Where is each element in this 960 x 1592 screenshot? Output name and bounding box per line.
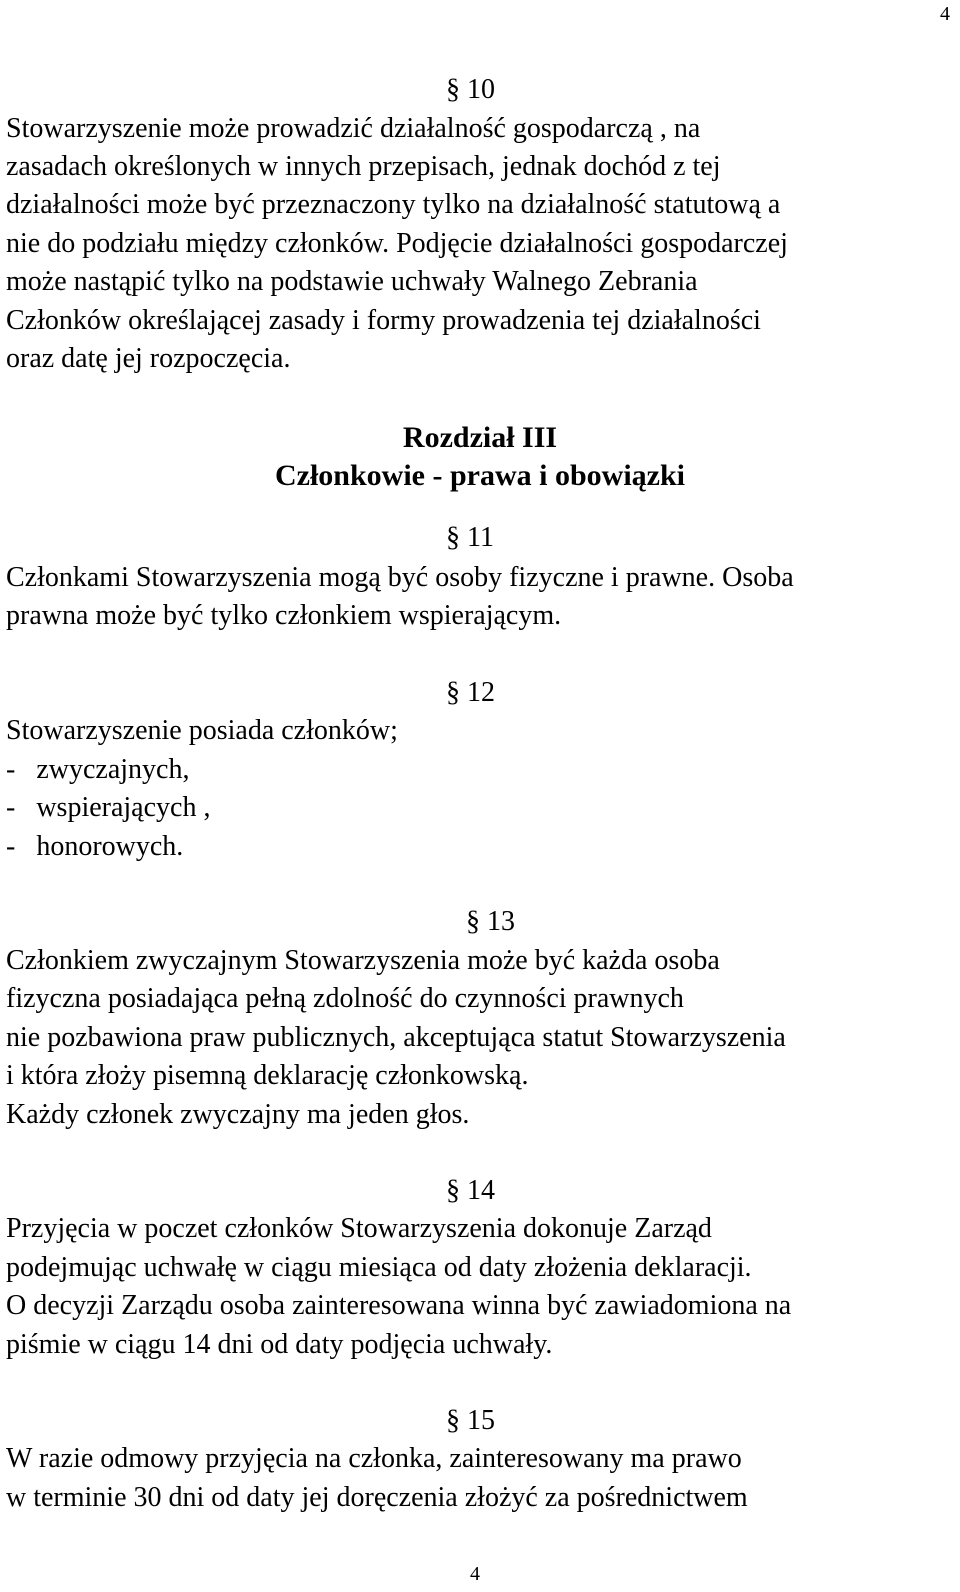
paragraph-line: Każdy członek zwyczajny ma jeden głos. — [6, 1099, 470, 1130]
paragraph-line: w terminie 30 dni od daty jej doręczenia złożyć za pośrednictwem — [6, 1482, 748, 1513]
section-mark: § 12 — [446, 677, 495, 708]
page-number-header: 4 — [940, 3, 950, 25]
paragraph-line: oraz datę jej rozpoczęcia. — [6, 343, 291, 374]
paragraph-line: może nastąpić tylko na podstawie uchwały Walnego Zebrania — [6, 266, 698, 297]
paragraph-line: Członkami Stowarzyszenia mogą być osoby fizyczne i prawne. Osoba — [6, 562, 794, 593]
paragraph-line: i która złoży pisemną deklarację członkowską. — [6, 1060, 529, 1091]
paragraph-line: Stowarzyszenie posiada członków; — [6, 715, 398, 746]
paragraph-line: nie pozbawiona praw publicznych, akceptująca statut Stowarzyszenia — [6, 1022, 786, 1053]
section-mark: § 14 — [446, 1175, 495, 1206]
section-mark: § 15 — [446, 1405, 495, 1436]
paragraph-line: prawna może być tylko członkiem wspierającym. — [6, 600, 562, 631]
paragraph-line: Członkiem zwyczajnym Stowarzyszenia może być każda osoba — [6, 945, 720, 976]
paragraph-line: Członków określającej zasady i formy prowadzenia tej działalności — [6, 305, 761, 336]
paragraph-line: piśmie w ciągu 14 dni od daty podjęcia uchwały. — [6, 1329, 553, 1360]
section-mark: § 11 — [446, 522, 494, 553]
paragraph-line: Stowarzyszenie może prowadzić działalność gospodarczą , na — [6, 113, 701, 144]
chapter-subtitle: Członkowie - prawa i obowiązki — [274, 459, 685, 492]
list-item: - wspierających , — [6, 792, 211, 823]
list-item: - zwyczajnych, — [6, 754, 190, 785]
paragraph-line: nie do podziału między członków. Podjęcie działalności gospodarczej — [6, 228, 788, 259]
paragraph-line: zasadach określonych w innych przepisach, jednak dochód z tej — [6, 151, 721, 182]
section-mark: § 10 — [446, 74, 495, 105]
page-number-footer: 4 — [470, 1563, 480, 1585]
paragraph-line: podejmując uchwałę w ciągu miesiąca od daty złożenia deklaracji. — [6, 1252, 752, 1283]
paragraph-line: działalności może być przeznaczony tylko na działalność statutową a — [6, 189, 781, 220]
section-mark: § 13 — [466, 906, 515, 937]
list-item: - honorowych. — [6, 831, 184, 862]
paragraph-line: Przyjęcia w poczet członków Stowarzyszenia dokonuje Zarząd — [6, 1213, 712, 1244]
chapter-title: Rozdział III — [402, 421, 558, 454]
paragraph-line: fizyczna posiadająca pełną zdolność do czynności prawnych — [6, 983, 684, 1014]
paragraph-line: O decyzji Zarządu osoba zainteresowana winna być zawiadomiona na — [6, 1290, 792, 1321]
paragraph-line: W razie odmowy przyjęcia na członka, zainteresowany ma prawo — [6, 1443, 742, 1474]
